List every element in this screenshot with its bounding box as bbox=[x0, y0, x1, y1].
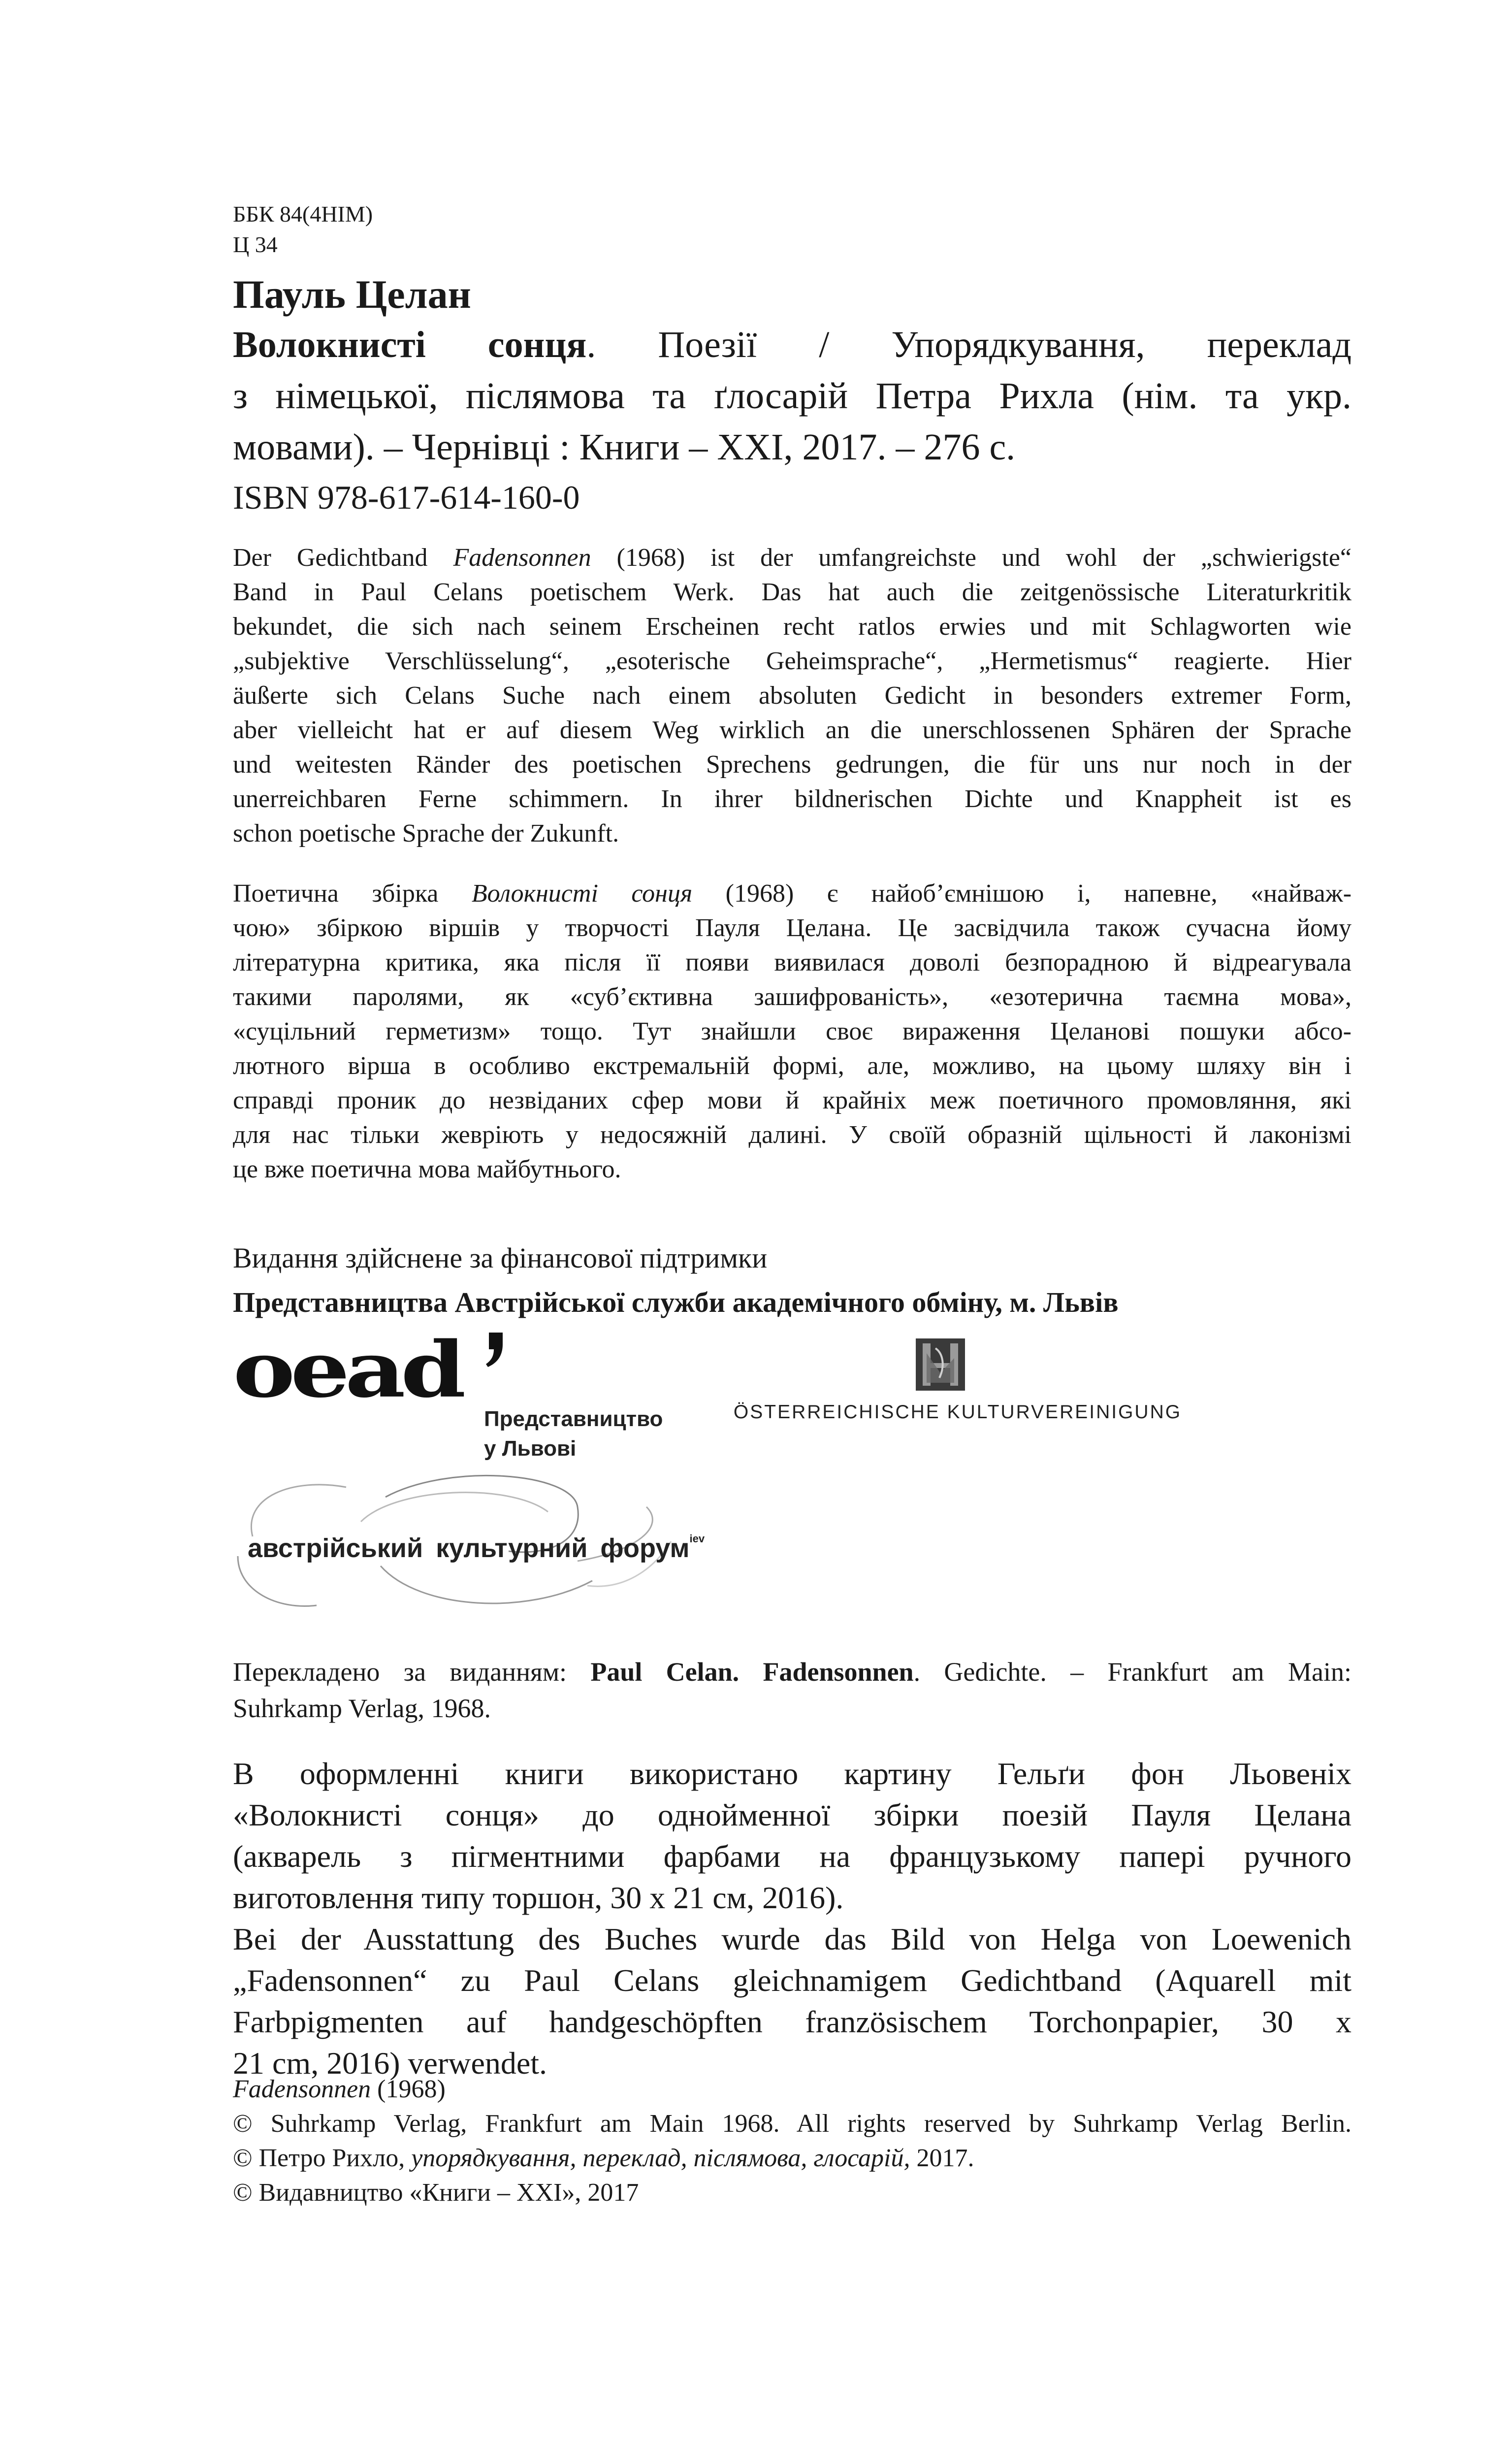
abstract-line: unerreichbaren Ferne schimmern. In ihrer bildnerischen Dichte und Knappheit ist es bbox=[233, 785, 1351, 813]
illustration-line: Bei der Ausstattung des Buches wurde das Bild von Helga von Loewenich bbox=[233, 1922, 1351, 1956]
illustration-line: (акварель з пігментними фарбами на французькому папері ручного bbox=[233, 1839, 1351, 1874]
translation-source-line: Перекладено за виданням: Paul Celan. Fadensonnen. Gedichte. – Frankfurt am Main: bbox=[233, 1657, 1351, 1687]
copyright-block bbox=[233, 2072, 1351, 2210]
illustration-line: Farbpigmenten auf handgeschöpften französischem Torchonpapier, 30 x bbox=[233, 2004, 1351, 2039]
description-line-3: мовами). – Чернівці : Книги – ХХІ, 2017. – 276 с. bbox=[233, 426, 1016, 468]
abstract-line: для нас тільки жевріють у недосяжній далині. У своїй образній щільності й лаконізмі bbox=[233, 1121, 1351, 1149]
source-title: Paul Celan. Fadensonnen bbox=[590, 1657, 914, 1687]
copyright-line: Fadensonnen (1968) bbox=[233, 2075, 446, 2103]
author-code: Ц 34 bbox=[233, 232, 278, 257]
illustration-line: «Волокнисті сонця» до однойменної збірки поезій Пауля Целана bbox=[233, 1797, 1351, 1832]
abstract-line: Der Gedichtband Fadensonnen (1968) ist der umfangreichste und wohl der „schwierigste“ bbox=[233, 544, 1352, 572]
abstract-line: це вже поетична мова майбутнього. bbox=[233, 1155, 621, 1183]
cultural-forum-logo bbox=[233, 1467, 705, 1615]
illustration-line: 21 cm, 2016) verwendet. bbox=[233, 2046, 547, 2081]
abstract-line: und weitesten Ränder des poetischen Sprechens gedrungen, die für uns nur noch in der bbox=[233, 750, 1351, 779]
abstract-line: „subjektive Verschlüsselung“, „esoterische Geheimsprache“, „Hermetismus“ reagierte. Hier bbox=[233, 647, 1351, 675]
abstract-line: справді проник до незвіданих сфер мови й крайніх меж поетичного промовляння, які bbox=[233, 1086, 1351, 1114]
isbn: ISBN 978-617-614-160-0 bbox=[233, 479, 580, 516]
funding-line: Видання здійснене за фінансової підтримки bbox=[233, 1242, 768, 1274]
description-line-1: Волокнисті сонця. Поезії / Упорядкування, переклад bbox=[233, 324, 1351, 365]
abstract-line: äußerte sich Celans Suche nach einem absoluten Gedicht in besonders extremer Form, bbox=[233, 682, 1351, 710]
abstract-line: aber vielleicht hat er auf diesem Weg wirklich an die unerschlossenen Sphären der Sprache bbox=[233, 716, 1351, 744]
copyright-line: © Suhrkamp Verlag, Frankfurt am Main 1968. All rights reserved by Suhrkamp Verlag Berlin. bbox=[233, 2110, 1351, 2138]
oead-logo bbox=[233, 1324, 663, 1461]
illustration-line: „Fadensonnen“ zu Paul Celans gleichnamigem Gedichtband (Aquarell mit bbox=[233, 1963, 1351, 1998]
abstract-line: «суцільний герметизм» тощо. Тут знайшли своє вираження Целанові пошуки абсо- bbox=[233, 1017, 1351, 1045]
copyright-line: © Видавництво «Книги – XXI», 2017 bbox=[233, 2179, 639, 2207]
catalog-codes bbox=[233, 199, 1351, 260]
abstract-line: Band in Paul Celans poetischem Werk. Das hat auch die zeitgenössische Literaturkritik bbox=[233, 578, 1351, 606]
cultural-forum-name: австрійський культурний форум$^{iev}$ bbox=[248, 1532, 705, 1563]
bbk-code: ББК 84(4НІМ) bbox=[233, 201, 373, 227]
abstract-line: такими паролями, як «суб’єктивна зашифрованість», «езотерична таємна мова», bbox=[233, 983, 1351, 1011]
illustration-line: В оформленні книги використано картину Гельґи фон Льовеніх bbox=[233, 1756, 1351, 1791]
description-line-2: з німецької, післямова та ґлосарій Петра Рихла (нім. та укр. bbox=[233, 375, 1351, 417]
book-title: Волокнисті сонця bbox=[233, 324, 587, 365]
abstract-german bbox=[233, 541, 1351, 851]
kulturvereinigung-name: ÖSTERREICHISCHE KULTURVEREINIGUNG bbox=[733, 1401, 1182, 1423]
translation-source-line: Suhrkamp Verlag, 1968. bbox=[233, 1694, 491, 1723]
oead-subtitle: Представництво у Львові bbox=[484, 1407, 663, 1461]
cover-illustration-note bbox=[233, 1753, 1351, 2084]
abstract-line: schon poetische Sprache der Zukunft. bbox=[233, 819, 619, 847]
apostrophe-mark-icon bbox=[485, 1333, 505, 1367]
abstract-line: літературна критика, яка після її появи виявилася доволі безпорадною й відреагувала bbox=[233, 948, 1351, 977]
illustration-line: виготовлення типу торшон, 30 х 21 см, 2016). bbox=[233, 1880, 844, 1915]
translation-source bbox=[233, 1654, 1351, 1726]
author-name: Пауль Целан bbox=[233, 272, 471, 317]
bibliographic-description bbox=[233, 319, 1351, 473]
abstract-line: Поетична збірка Волокнисті сонця (1968) є найоб’ємнішою і, напевне, «найваж- bbox=[233, 879, 1352, 908]
kulturvereinigung-emblem-icon bbox=[916, 1338, 965, 1391]
funding-note bbox=[233, 1236, 1351, 1325]
abstract-ukrainian bbox=[233, 877, 1351, 1187]
oead-wordmark: oead bbox=[233, 1324, 461, 1415]
abstract-line: лютного вірша в особливо екстремальній формі, але, можливо, на цьому шляху він і bbox=[233, 1052, 1351, 1080]
funding-organization: Представництва Австрійської служби академічного обміну, м. Львів bbox=[233, 1286, 1119, 1318]
copyright-line: © Петро Рихло, упорядкування, переклад, післямова, глосарій, 2017. bbox=[233, 2144, 974, 2172]
abstract-line: bekundet, die sich nach seinem Erscheinen recht ratlos erwies und mit Schlagworten wie bbox=[233, 613, 1351, 641]
abstract-line: чою» збіркою віршів у творчості Пауля Целана. Це засвідчила також сучасна йому bbox=[233, 914, 1351, 942]
